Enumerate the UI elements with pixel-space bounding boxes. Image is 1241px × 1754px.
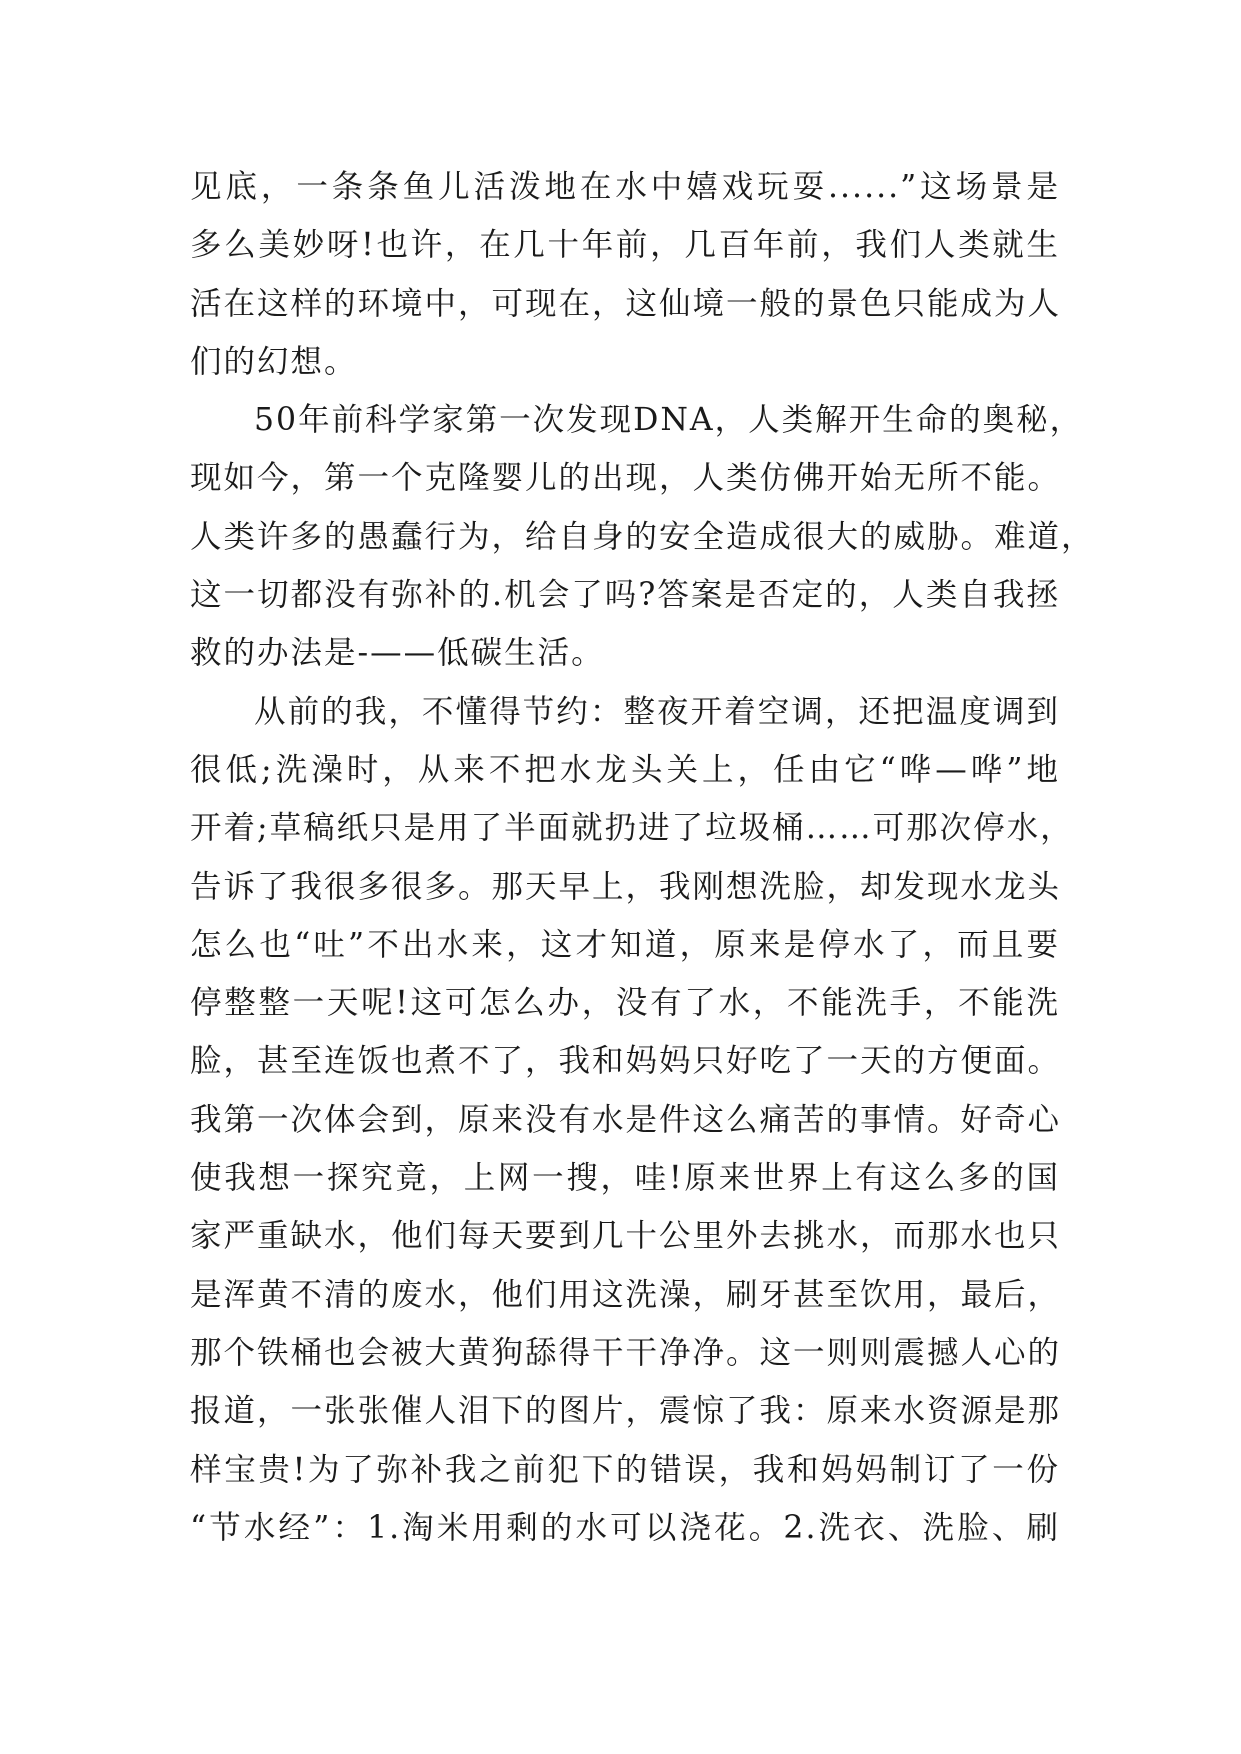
text-line: 们的幻想。 [190,343,358,380]
text-line: 开着;草稿纸只是用了半面就扔进了垃圾桶……可那次停水， [190,810,1074,847]
text-line: 是浑黄不清的废水，他们用这洗澡，刷牙甚至饮用，最后， [190,1276,1062,1313]
text-line: 报道，一张张催人泪下的图片，震惊了我：原来水资源是那 [190,1393,1062,1430]
text-line: 停整整一天呢!这可怎么办，没有了水，不能洗手，不能洗 [190,985,1060,1022]
text-line: 很低;洗澡时，从来不把水龙头关上，任由它“哗—哗”地 [190,751,1060,788]
text-line: 这一切都没有弥补的.机会了吗?答案是否定的，人类自我拯 [190,577,1060,614]
paragraph-first-line: 50年前科学家第一次发现DNA，人类解开生命的奥秘， [254,402,1084,439]
text-line: 见底，一条条鱼儿活泼地在水中嬉戏玩耍......”这场景是 [190,169,1060,205]
text-line: 使我想一探究竟，上网一搜，哇!原来世界上有这么多的国 [190,1160,1060,1197]
text-line: 现如今，第一个克隆婴儿的出现，人类仿佛开始无所不能。 [190,460,1062,497]
document-body [190,158,1095,1557]
text-line: 活在这样的环境中，可现在，这仙境一般的景色只能成为人 [190,285,1062,322]
text-line: 那个铁桶也会被大黄狗舔得干干净净。这一则则震撼人心的 [190,1334,1062,1371]
text-line: 救的办法是-——低碳生活。 [190,635,605,672]
paragraph-first-line: 从前的我，不懂得节约：整夜开着空调，还把温度调到 [254,693,1060,730]
text-line: 多么美妙呀!也许，在几十年前，几百年前，我们人类就生 [190,227,1060,264]
text-line: “节水经”：1.淘米用剩的水可以浇花。2.洗衣、洗脸、刷 [190,1509,1060,1546]
text-line: 人类许多的愚蠢行为，给自身的安全造成很大的威胁。难道， [190,518,1095,555]
text-line: 脸，甚至连饭也煮不了，我和妈妈只好吃了一天的方便面。 [190,1043,1062,1080]
text-line: 我第一次体会到，原来没有水是件这么痛苦的事情。好奇心 [190,1101,1062,1138]
text-line: 怎么也“吐”不出水来，这才知道，原来是停水了，而且要 [190,926,1060,963]
text-line: 样宝贵!为了弥补我之前犯下的错误，我和妈妈制订了一份 [190,1451,1060,1488]
text-line: 告诉了我很多很多。那天早上，我刚想洗脸，却发现水龙头 [190,868,1062,905]
text-line: 家严重缺水，他们每天要到几十公里外去挑水，而那水也只 [190,1218,1062,1255]
